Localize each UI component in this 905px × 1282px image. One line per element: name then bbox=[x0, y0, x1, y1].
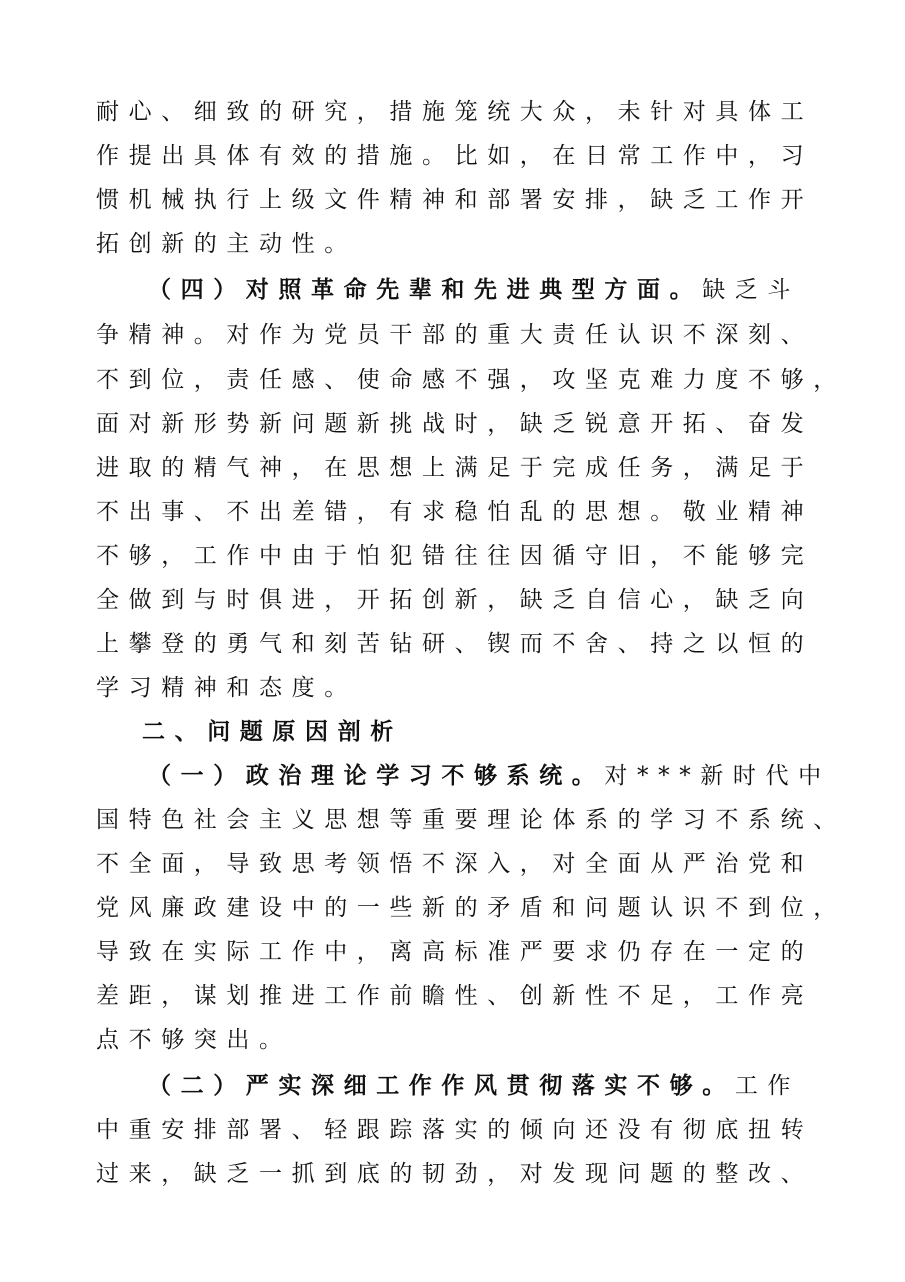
paragraph-line: 差距，谋划推进工作前瞻性、创新性不足，工作亮 bbox=[96, 983, 814, 1009]
section-4-heading: （四）对照革命先辈和先进典型方面。 bbox=[148, 277, 703, 303]
paragraph-line: 不全面，导致思考领悟不深入，对全面从严治党和 bbox=[96, 851, 814, 877]
paragraph-line: 惯机械执行上级文件精神和部署安排，缺乏工作开 bbox=[96, 187, 814, 213]
paragraph-line: 导致在实际工作中，离高标准严要求仍存在一定的 bbox=[96, 939, 814, 965]
paragraph-line: 作提出具体有效的措施。比如，在日常工作中，习 bbox=[96, 143, 814, 169]
paragraph-line: 点不够突出。 bbox=[96, 1027, 292, 1053]
paragraph-line: 中重安排部署、轻跟踪落实的倾向还没有彻底扭转 bbox=[96, 1117, 814, 1143]
paragraph-line: 学习精神和态度。 bbox=[96, 675, 357, 701]
paragraph-line: 面对新形势新问题新挑战时，缺乏锐意开拓、奋发 bbox=[96, 411, 814, 437]
paragraph-line: 拓创新的主动性。 bbox=[96, 231, 357, 257]
reason-1-first-tail: 对***新时代中 bbox=[604, 763, 831, 789]
part-2-heading: 二、问题原因剖析 bbox=[142, 719, 403, 745]
section-4-first-tail: 缺乏斗 bbox=[702, 277, 801, 303]
paragraph-line: 党风廉政建设中的一些新的矛盾和问题认识不到位， bbox=[96, 895, 846, 921]
section-4-first-line bbox=[148, 272, 888, 308]
paragraph-line: 不到位，责任感、使命感不强，攻坚克难力度不够， bbox=[96, 367, 846, 393]
paragraph-line: 争精神。对作为党员干部的重大责任认识不深刻、 bbox=[96, 322, 814, 348]
paragraph-line: 过来，缺乏一抓到底的韧劲，对发现问题的整改、 bbox=[96, 1161, 814, 1187]
paragraph-line: 全做到与时俱进，开拓创新，缺乏自信心，缺乏向 bbox=[96, 587, 814, 613]
paragraph-line: 上攀登的勇气和刻苦钻研、锲而不舍、持之以恒的 bbox=[96, 631, 814, 657]
paragraph-line: 不出事、不出差错，有求稳怕乱的思想。敬业精神 bbox=[96, 499, 814, 525]
paragraph-line: 耐心、细致的研究，措施笼统大众，未针对具体工 bbox=[96, 99, 814, 125]
paragraph-line: 国特色社会主义思想等重要理论体系的学习不系统、 bbox=[96, 807, 846, 833]
reason-1-first-line bbox=[148, 758, 888, 794]
paragraph-line: 不够，工作中由于怕犯错往往因循守旧，不能够完 bbox=[96, 543, 814, 569]
reason-1-heading: （一）政治理论学习不够系统。 bbox=[148, 763, 605, 789]
reason-2-heading: （二）严实深细工作作风贯彻落实不够。 bbox=[148, 1073, 735, 1099]
reason-2-first-tail: 工作 bbox=[734, 1073, 801, 1099]
paragraph-line: 进取的精气神，在思想上满足于完成任务，满足于 bbox=[96, 455, 814, 481]
reason-2-first-line bbox=[148, 1068, 888, 1104]
